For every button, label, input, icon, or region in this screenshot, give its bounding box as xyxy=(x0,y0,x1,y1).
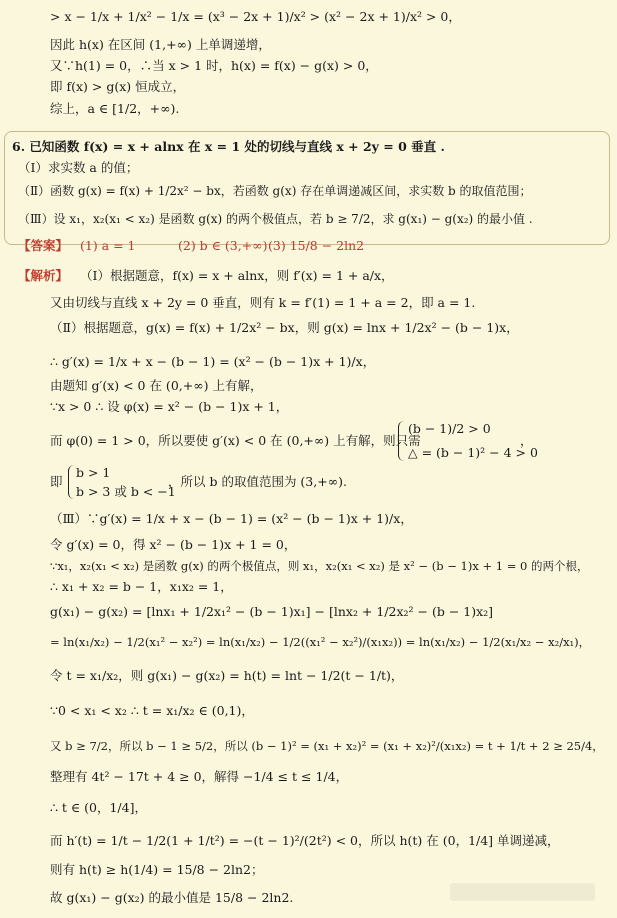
condition-line: b > 1 xyxy=(76,465,111,480)
solution-line: 而 h′(t) = 1/t − 1/2(1 + 1/t²) = −(t − 1)²/(2t²) < 0，所以 h(t) 在 (0，1/4] 单调递减， xyxy=(50,833,560,848)
solution-line: = ln(x₁/x₂) − 1/2(x₁² − x₂²) = ln(x₁/x₂) − 1/2((x₁² − x₂²)/(x₁x₂)) = ln(x₁/x₂) − 1/2(x₁/x₂ − x₂/x₁)， xyxy=(50,635,591,649)
solution-line: ∴ g′(x) = 1/x + x − (b − 1) = (x² − (b − 1)x + 1)/x， xyxy=(50,354,376,369)
solution-line: ∵x > 0 ∴ 设 φ(x) = x² − (b − 1)x + 1， xyxy=(50,399,289,414)
condition-line: (b − 1)/2 > 0 xyxy=(408,421,491,436)
solution-line: 故 g(x₁) − g(x₂) 的最小值是 15/8 − 2ln2. xyxy=(50,890,294,905)
question-part-1: （Ⅰ）求实数 a 的值； xyxy=(18,160,139,175)
solution-line: 由题知 g′(x) < 0 在 (0,+∞) 上有解， xyxy=(50,378,263,393)
solution-line: ∴ x₁ + x₂ = b − 1，x₁x₂ = 1， xyxy=(50,579,233,594)
answer-tag: 【答案】 xyxy=(18,238,69,253)
system-brace xyxy=(398,421,405,461)
solution-line: 令 t = x₁/x₂，则 g(x₁) − g(x₂) = h(t) = lnt − 1/2(t − 1/t)， xyxy=(50,668,404,683)
solution-line: ∵0 < x₁ < x₂ ∴ t = x₁/x₂ ∈ (0,1)， xyxy=(50,703,254,718)
answer-2: (2) b ∈ (3,+∞) xyxy=(178,238,268,253)
solution-line: （Ⅰ）根据题意，f(x) = x + alnx，则 f′(x) = 1 + a/x， xyxy=(80,268,394,283)
solution-line: 而 φ(0) = 1 > 0，所以要使 g′(x) < 0 在 (0,+∞) 上有解，则只需 xyxy=(50,433,421,448)
text-line: 综上，a ∈ [1/2，+∞). xyxy=(50,101,180,116)
condition-line: b > 3 或 b < −1 xyxy=(76,484,176,499)
text-line: 又∵h(1) = 0，∴当 x > 1 时，h(x) = f(x) − g(x) > 0， xyxy=(50,58,378,73)
solution-tag: 【解析】 xyxy=(18,268,69,283)
solution-line: 令 g′(x) = 0，得 x² − (b − 1)x + 1 = 0， xyxy=(50,537,297,552)
solution-line: ，所以 b 的取值范围为 (3,+∞). xyxy=(168,474,347,489)
watermark xyxy=(450,883,595,901)
solution-line: 又 b ≥ 7/2，所以 b − 1 ≥ 5/2，所以 (b − 1)² = (x₁ + x₂)² = (x₁ + x₂)²/(x₁x₂) = t + 1/t + 2 ≥ 25/4， xyxy=(50,739,604,753)
answer-1: (1) a = 1 xyxy=(80,238,136,253)
solution-line: 则有 h(t) ≥ h(1/4) = 15/8 − 2ln2； xyxy=(50,862,264,877)
question-part-3: （Ⅲ）设 x₁，x₂(x₁ < x₂) 是函数 g(x) 的两个极值点，若 b ≥ 7/2，求 g(x₁) − g(x₂) 的最小值 . xyxy=(18,212,533,226)
solution-line: ∵x₁，x₂(x₁ < x₂) 是函数 g(x) 的两个极值点，则 x₁，x₂(x₁ < x₂) 是 x² − (b − 1)x + 1 = 0 的两个根， xyxy=(50,559,589,573)
condition-line: △ = (b − 1)² − 4 > 0 xyxy=(408,445,538,460)
solution-line: 即 xyxy=(50,474,63,489)
question-stem: 6. 已知函数 f(x) = x + alnx 在 x = 1 处的切线与直线 x + 2y = 0 垂直 . xyxy=(12,139,445,154)
solution-line: 整理有 4t² − 17t + 4 ≥ 0，解得 −1/4 ≤ t ≤ 1/4， xyxy=(50,769,349,784)
solution-line: （Ⅲ）∵g′(x) = 1/x + x − (b − 1) = (x² − (b − 1)x + 1)/x， xyxy=(50,511,413,526)
solution-line: （Ⅱ）根据题意，g(x) = f(x) + 1/2x² − bx，则 g(x) = lnx + 1/2x² − (b − 1)x， xyxy=(50,320,519,335)
answer-3: (3) 15/8 − 2ln2 xyxy=(268,238,365,253)
text-line: > x − 1/x + 1/x² − 1/x = (x³ − 2x + 1)/x² > (x² − 2x + 1)/x² > 0， xyxy=(50,9,461,24)
punctuation: ， xyxy=(520,433,533,448)
solution-line: g(x₁) − g(x₂) = [lnx₁ + 1/2x₁² − (b − 1)x₁] − [lnx₂ + 1/2x₂² − (b − 1)x₂] xyxy=(50,604,494,619)
solution-line: 又由切线与直线 x + 2y = 0 垂直，则有 k = f′(1) = 1 + a = 2，即 a = 1. xyxy=(50,295,476,310)
question-part-2: （Ⅱ）函数 g(x) = f(x) + 1/2x² − bx，若函数 g(x) 存在单调递减区间，求实数 b 的取值范围； xyxy=(18,184,532,198)
text-line: 即 f(x) > g(x) 恒成立， xyxy=(50,79,186,94)
solution-line: ∴ t ∈ (0，1/4]， xyxy=(50,800,147,815)
text-line: 因此 h(x) 在区间 (1,+∞) 上单调递增， xyxy=(50,37,271,52)
system-brace xyxy=(68,465,75,499)
